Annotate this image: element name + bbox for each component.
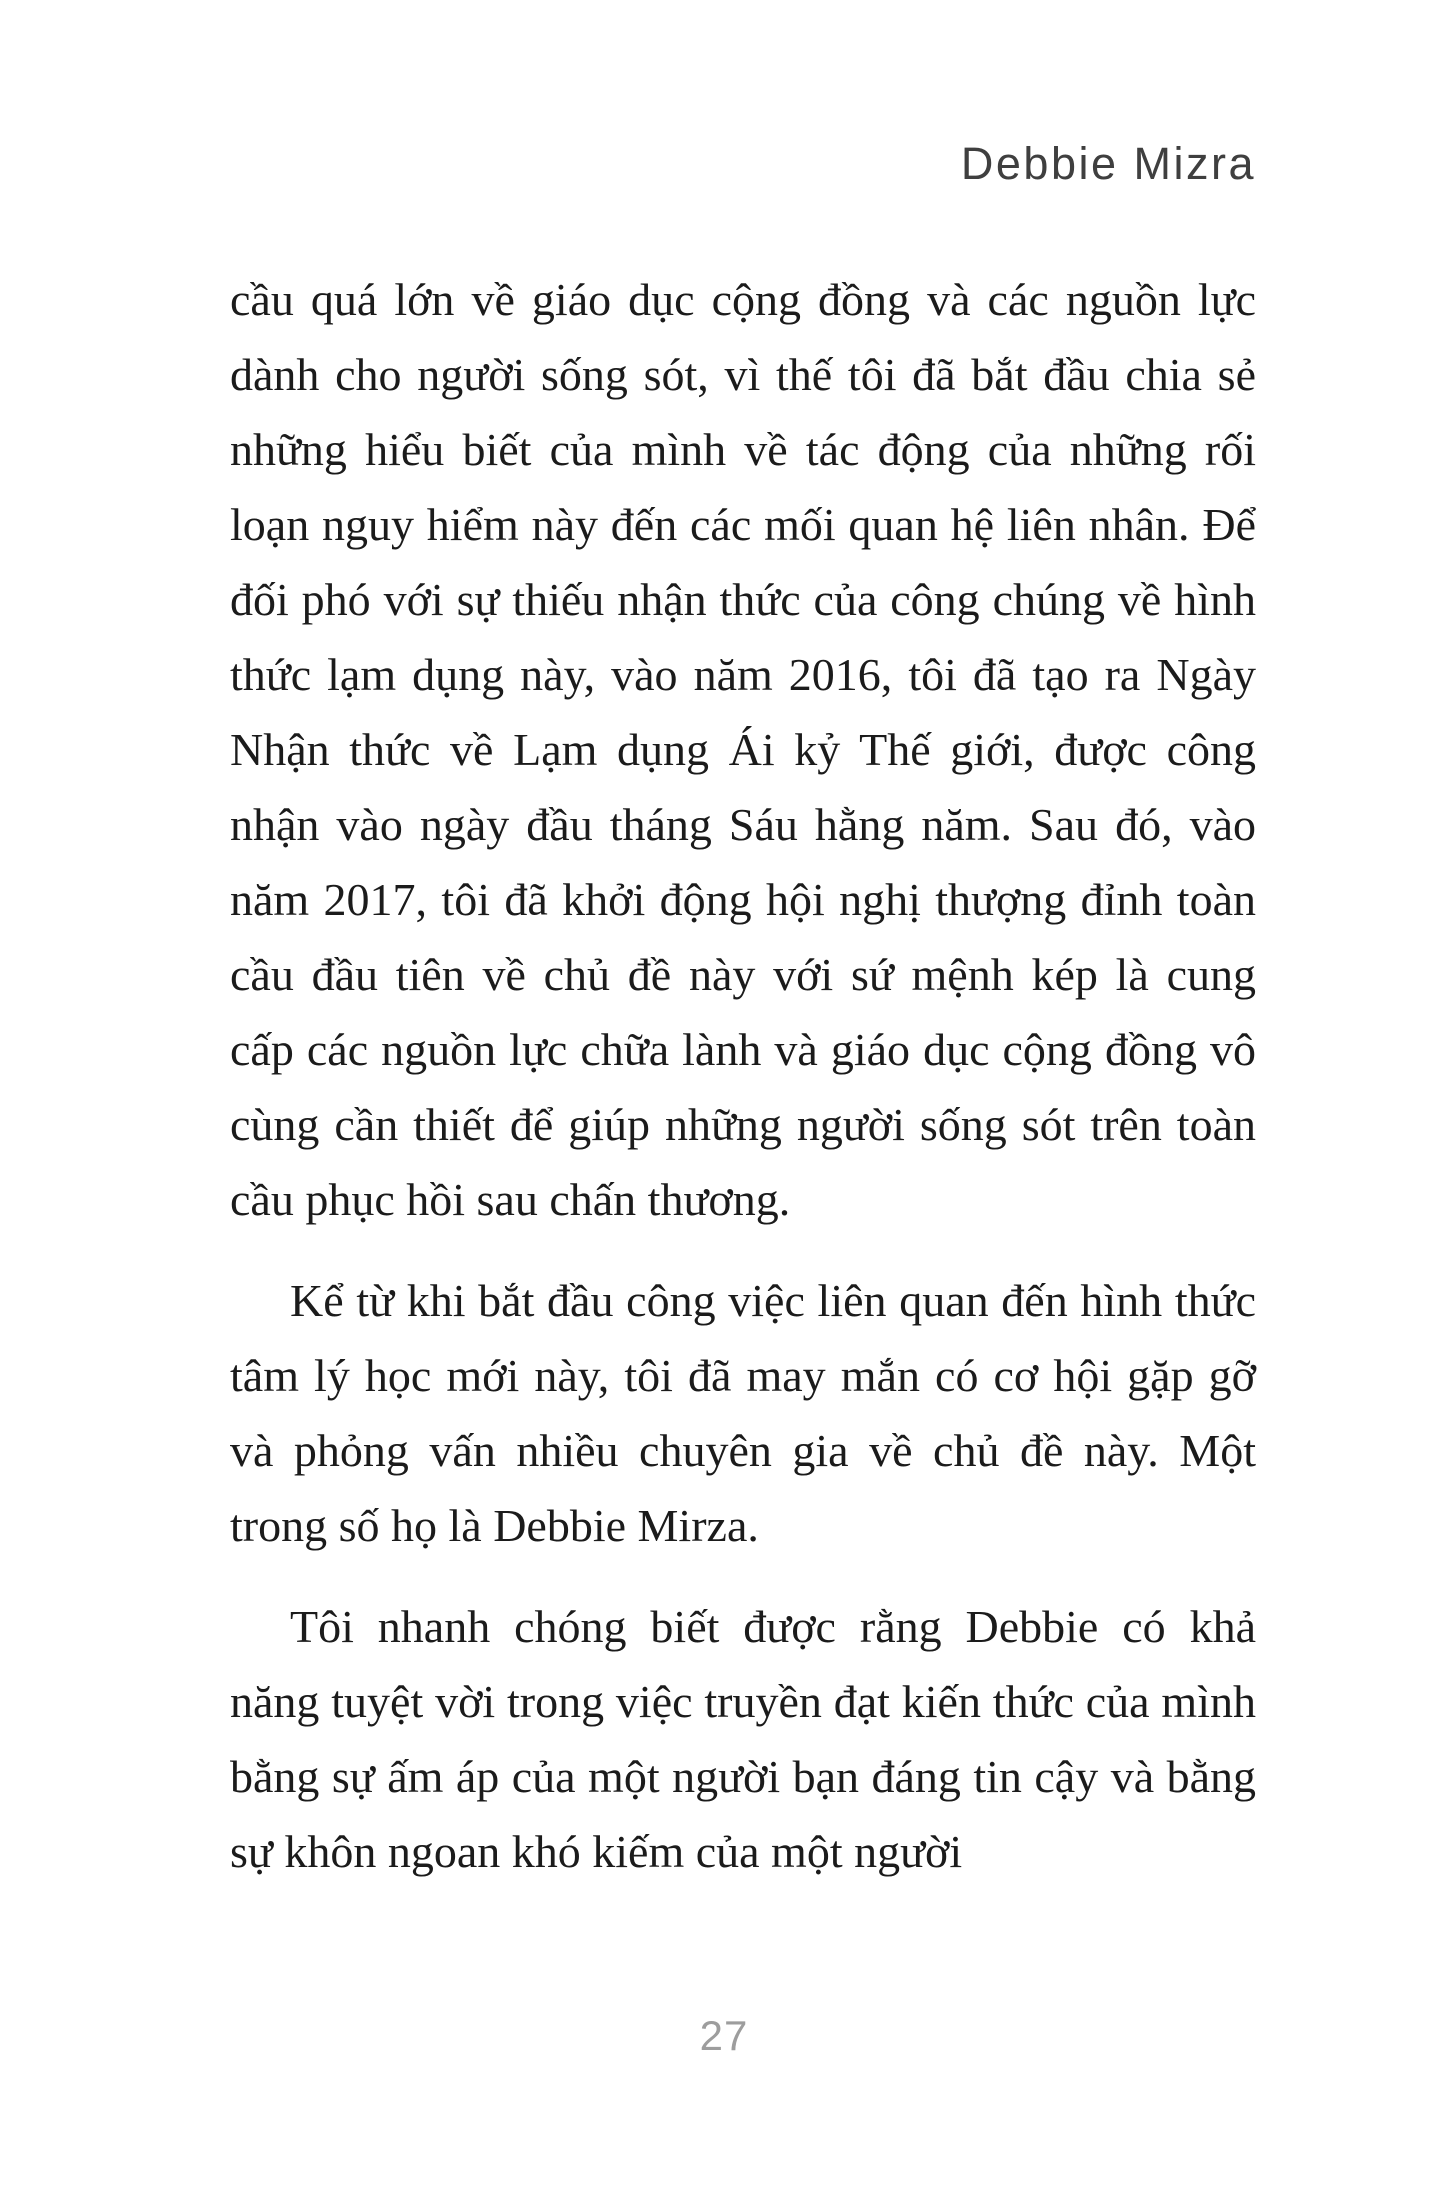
paragraph-2: Kể từ khi bắt đầu công việc liên quan đến hình thức tâm lý học mới này, tôi đã may mắn có cơ hội gặp gỡ và phỏng vấn nhiều chuyên gia về chủ đề này. Một trong số họ là Debbie Mirza. xyxy=(230,1275,1256,1551)
paragraph-3: Tôi nhanh chóng biết được rằng Debbie có khả năng tuyệt vời trong việc truyền đạt kiến thức của mình bằng sự ấm áp của một người bạn đáng tin cậy và bằng sự khôn ngoan khó kiếm của một người xyxy=(230,1601,1256,1877)
page-number: 27 xyxy=(699,2012,749,2059)
body-text xyxy=(230,262,1256,1915)
running-header: Debbie Mizra xyxy=(960,138,1256,189)
paragraph-1: cầu quá lớn về giáo dục cộng đồng và các nguồn lực dành cho người sống sót, vì thế tôi đã bắt đầu chia sẻ những hiểu biết của mình về tác động của những rối loạn nguy hiểm này đến các mối quan hệ liên nhân. Để đối phó với sự thiếu nhận thức của công chúng về hình thức lạm dụng này, vào năm 2016, tôi đã tạo ra Ngày Nhận thức về Lạm dụng Ái kỷ Thế giới, được công nhận vào ngày đầu tháng Sáu hằng năm. Sau đó, vào năm 2017, tôi đã khởi động hội nghị thượng đỉnh toàn cầu đầu tiên về chủ đề này với sứ mệnh kép là cung cấp các nguồn lực chữa lành và giáo dục cộng đồng vô cùng cần thiết để giúp những người sống sót trên toàn cầu phục hồi sau chấn thương. xyxy=(230,274,1256,1225)
